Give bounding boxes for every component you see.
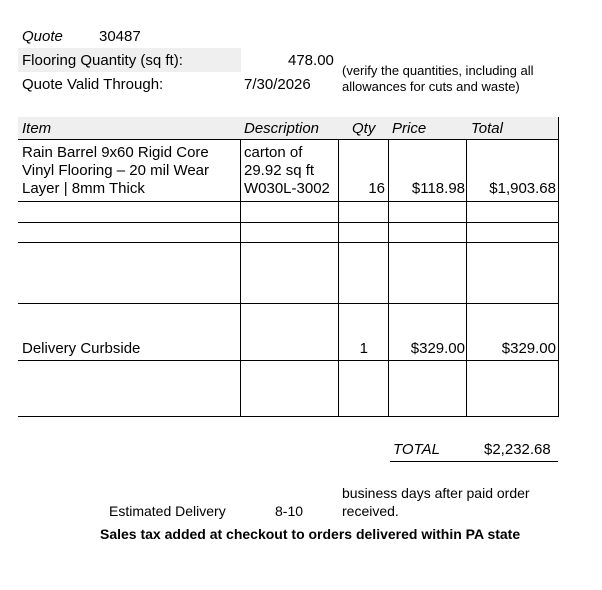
table-rule xyxy=(18,139,559,140)
item-cell: Delivery Curbside xyxy=(22,340,141,357)
qty-cell: 16 xyxy=(368,180,385,197)
description-line: carton of xyxy=(244,144,303,161)
total-cell: $1,903.68 xyxy=(489,180,556,197)
quote-valid-date: 7/30/2026 xyxy=(244,76,311,93)
quote-label: Quote xyxy=(22,28,63,45)
delivery-note-line2: received. xyxy=(342,503,399,519)
quote-valid-label: Quote Valid Through: xyxy=(22,76,164,93)
table-column-divider xyxy=(338,139,339,416)
estimated-delivery-label: Estimated Delivery xyxy=(109,503,226,519)
total-cell: $329.00 xyxy=(501,340,556,357)
table-rule xyxy=(18,201,559,202)
item-line: Rain Barrel 9x60 Rigid Core xyxy=(22,144,209,161)
delivery-note-line1: business days after paid order xyxy=(342,485,530,501)
quote-number: 30487 xyxy=(99,28,141,45)
total-value: $2,232.68 xyxy=(484,441,551,458)
header-item: Item xyxy=(22,120,52,137)
table-column-divider xyxy=(240,139,241,416)
flooring-quantity-label: Flooring Quantity (sq ft): xyxy=(22,52,183,69)
table-rule xyxy=(18,242,559,243)
total-label: TOTAL xyxy=(393,441,440,458)
description-cell xyxy=(244,144,330,198)
estimated-delivery-days: 8-10 xyxy=(275,503,304,519)
table-rule xyxy=(18,222,559,223)
header-description: Description xyxy=(244,120,320,137)
table-rule xyxy=(18,416,559,417)
price-cell: $118.98 xyxy=(411,180,465,197)
description-line: 29.92 sq ft xyxy=(244,162,315,179)
header-qty: Qty xyxy=(352,120,376,137)
table-column-divider xyxy=(558,117,559,416)
table-rule xyxy=(18,303,559,304)
table-rule xyxy=(18,360,559,361)
table-row xyxy=(22,144,209,198)
flooring-quantity-value: 478.00 xyxy=(288,52,334,69)
item-line: Vinyl Flooring – 20 mil Wear xyxy=(22,162,210,179)
price-cell: $329.00 xyxy=(410,340,465,357)
table-column-divider xyxy=(466,139,467,416)
table-column-divider xyxy=(388,139,389,416)
sales-tax-note: Sales tax added at checkout to orders delivered within PA state xyxy=(100,526,521,542)
total-underline xyxy=(390,461,558,462)
qty-cell: 1 xyxy=(359,340,368,357)
verify-note-line2: allowances for cuts and waste) xyxy=(342,79,520,94)
header-total: Total xyxy=(471,120,503,137)
item-line: Layer | 8mm Thick xyxy=(22,180,145,197)
header-price: Price xyxy=(392,120,427,137)
verify-note-line1: (verify the quantities, including all xyxy=(342,63,534,78)
description-line: W030L-3002 xyxy=(244,180,330,197)
